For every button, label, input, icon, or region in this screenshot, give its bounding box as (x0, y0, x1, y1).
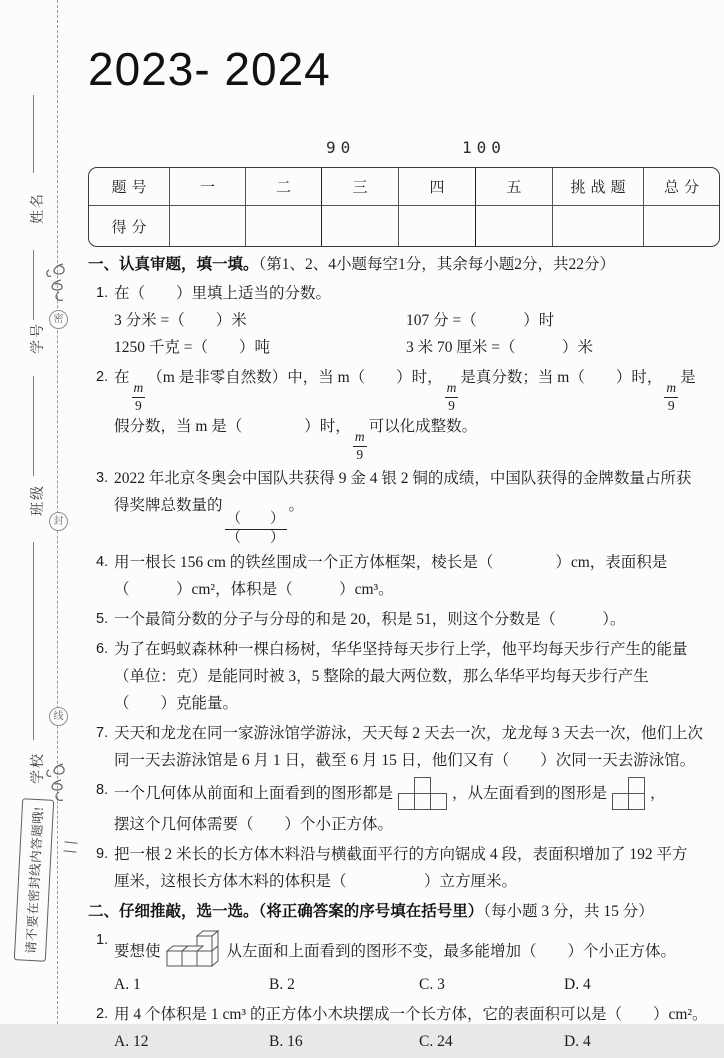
score-table-empty-cell (398, 205, 475, 246)
question-line (114, 465, 720, 492)
score-table-grid (89, 168, 719, 246)
question-text: 是真分数；当 m（ ）时， (460, 369, 663, 386)
question-item (88, 1001, 720, 1055)
lshape-figure (611, 777, 646, 811)
section-title: 一、认真审题，填一填。 (88, 256, 259, 273)
question-line (114, 549, 720, 576)
option-item: D. 4 (564, 976, 591, 994)
question-body (114, 636, 720, 717)
seal-char-mi: 密 (49, 310, 68, 329)
question-number: 6. (96, 641, 109, 658)
questions-area (88, 250, 720, 1058)
fill-blank-grid (114, 307, 720, 361)
question-line (114, 576, 720, 603)
question-text: 可以化成整数。 (368, 418, 478, 436)
fraction-denominator: 9 (135, 397, 142, 413)
fill-blank-item: 3 分米 =（ ）米 (114, 312, 247, 329)
score-table (88, 167, 720, 247)
question-number: 3. (96, 470, 109, 487)
section-score-note: （每小题 3 分，共 15 分） (483, 903, 654, 921)
fraction-numerator: （ ） (225, 511, 287, 530)
question-line (114, 720, 720, 747)
score-table-empty-cell (475, 205, 552, 246)
question-body (114, 465, 720, 546)
question-line (114, 690, 720, 717)
question-text: 假分数，当 m 是（ ）时， (114, 418, 351, 436)
question-body (114, 841, 720, 895)
question-item (88, 720, 720, 774)
question-text: 2022 年北京冬奥会中国队共获得 9 金 4 银 2 铜的成绩，中国队获得的金牌数量占所获 (114, 470, 692, 488)
fraction-denominator: 9 (448, 397, 455, 413)
fraction (132, 380, 146, 413)
fraction (445, 380, 459, 413)
question-text: 用 4 个体积是 1 cm³ 的正方体小木块摆成一个长方体，它的表面积可以是（ ）cm²。 (114, 1006, 708, 1024)
question-number: 1. (96, 932, 109, 949)
fraction (664, 380, 678, 413)
question-line (114, 663, 720, 690)
question-line (114, 777, 720, 811)
fraction (353, 429, 367, 462)
question-line (114, 492, 720, 546)
question-item (88, 465, 720, 546)
question-body (114, 777, 720, 838)
question-body (114, 280, 720, 361)
question-text: 同一天去游泳馆是 6 月 1 日，截至 6 月 15 日，他们又有（ ）次同一天去游泳馆。 (114, 752, 696, 770)
margin-field-school: 学校 (31, 752, 46, 784)
question-number: 4. (96, 554, 109, 571)
question-line (114, 364, 720, 413)
margin-field-class: 班级 (31, 484, 46, 516)
fraction-numerator: m (132, 380, 146, 398)
question-text: 在（ ）里填上适当的分数。 (114, 285, 332, 302)
question-text: ， (650, 785, 666, 803)
score-table-header-cell: 挑战题 (552, 168, 643, 205)
option-item: A. 12 (114, 1033, 149, 1051)
question-item (88, 777, 720, 838)
tshape-figure (397, 777, 448, 811)
question-text: 要想使 (114, 943, 161, 961)
question-number: 7. (96, 725, 109, 742)
question-item (88, 636, 720, 717)
question-body (114, 549, 720, 603)
section-score-note: （第1、2、4小题每空1分，其余每小题2分，共22分） (258, 256, 616, 273)
score-table-header-cell: 三 (321, 168, 398, 205)
question-number: 2. (96, 1006, 109, 1023)
question-item (88, 606, 720, 633)
fraction-denominator: 9 (356, 446, 364, 462)
score-table-empty-cell (643, 205, 719, 246)
fill-blank-item: 1250 千克 =（ ）吨 (114, 339, 270, 356)
score-mark-90: 90 (326, 138, 356, 157)
cubes-figure (165, 927, 223, 971)
question-text: （m 是非零自然数）中，当 m（ ）时， (147, 369, 443, 386)
question-item (88, 841, 720, 895)
question-line (114, 841, 720, 868)
margin-field-name: 姓名 (31, 192, 46, 224)
margin-write-line (33, 542, 34, 740)
margin-mark (64, 841, 78, 852)
question-text: 用一根长 156 cm 的铁丝围成一个正方体框架，棱长是（ ）cm，表面积是 (114, 554, 668, 572)
question-text: 在 (114, 369, 130, 386)
question-line (114, 811, 720, 838)
question-text: 厘米，这根长方体木料的体积是（ ）立方厘米。 (114, 873, 518, 891)
option-item: B. 2 (269, 976, 295, 994)
question-text: （单位：克）是能同时被 3，5 整除的最大两位数，那么华华平均每天步行产生 (114, 668, 649, 686)
score-table-empty-cell (245, 205, 321, 246)
score-table-header-cell: 题号 (111, 180, 152, 196)
fill-blank-item: 3 米 70 厘米 =（ ）米 (406, 339, 593, 356)
question-item (88, 549, 720, 603)
fraction-numerator: m (664, 380, 678, 398)
seal-note-wrapper (10, 800, 58, 960)
margin-write-line (33, 95, 34, 173)
question-text: 摆这个几何体需要（ ）个小正方体。 (114, 816, 394, 834)
score-table-header-cell: 四 (398, 168, 475, 205)
question-text: 天天和龙龙在同一家游泳馆学游泳，天天每 2 天去一次，龙龙每 3 天去一次，他们上次 (114, 725, 704, 743)
question-line (114, 747, 720, 774)
question-number: 9. (96, 846, 109, 863)
handwritten-scribble (43, 260, 73, 306)
question-item (88, 927, 720, 998)
option-item: C. 24 (419, 1033, 453, 1051)
score-table-empty-cell (321, 205, 398, 246)
question-body (114, 720, 720, 774)
question-item (88, 364, 720, 462)
score-table-score-label: 得分 (89, 205, 169, 246)
question-number: 2. (96, 369, 109, 385)
score-table-header-cell: 总分 (643, 168, 719, 205)
question-text: 是 (680, 369, 696, 386)
question-number: 5. (96, 611, 109, 628)
question-text: 为了在蚂蚁森林种一棵白杨树，华华坚持每天步行上学，他平均每天步行产生的能量 (114, 641, 688, 659)
fraction-denominator: 9 (667, 397, 675, 413)
fill-blank-item: 107 分 =（ ）时 (406, 312, 555, 329)
question-line (114, 927, 720, 971)
question-line (114, 413, 720, 462)
question-text: 一个几何体从前面和上面看到的图形都是 (114, 785, 394, 803)
options-row (114, 971, 720, 998)
question-number: 1. (96, 285, 109, 301)
question-text: 把一根 2 米长的长方体木料沿与横截面平行的方向锯成 4 段，表面积增加了 192 平方 (114, 846, 688, 864)
seal-char-xian: 线 (49, 707, 68, 726)
question-text: （ ）cm²，体积是（ ）cm³。 (114, 581, 394, 599)
option-item: A. 1 (114, 976, 141, 994)
question-text: 得奖牌总数量的 (114, 497, 223, 515)
question-line (114, 606, 720, 633)
question-number: 8. (96, 782, 109, 799)
question-item (88, 280, 720, 361)
question-line (114, 280, 720, 307)
question-body (114, 606, 720, 633)
score-table-header-cell: 一 (169, 168, 245, 205)
seal-char-feng: 封 (49, 512, 68, 531)
margin-write-line (33, 376, 34, 476)
option-item: B. 16 (269, 1033, 303, 1051)
question-text: （ ）克能量。 (114, 695, 239, 713)
question-text: 。 (288, 497, 305, 515)
fraction-numerator: m (353, 429, 367, 447)
question-body (114, 364, 720, 462)
fraction (225, 511, 287, 546)
score-mark-100: 100 (462, 138, 506, 157)
section-title: 二、仔细推敲，选一选。（将正确答案的序号填在括号里） (88, 903, 484, 921)
margin-field-student-id: 学号 (31, 322, 46, 354)
option-item: C. 3 (419, 976, 445, 994)
score-table-header-cell: 二 (245, 168, 321, 205)
seal-note: 请不要在密封线内答题哦! (14, 798, 54, 961)
options-row (114, 1028, 720, 1055)
page-title: 2023- 2024 (88, 43, 331, 95)
question-text: 从左面和上面看到的图形不变，最多能增加（ ）个小正方体。 (226, 943, 677, 961)
question-body (114, 927, 720, 998)
fraction-numerator: m (445, 380, 459, 398)
question-line (114, 1001, 720, 1028)
score-table-header-cell: 五 (475, 168, 552, 205)
fraction-denominator: （ ） (226, 529, 285, 546)
question-text: ，从左面看到的图形是 (452, 785, 608, 803)
section-heading (88, 251, 720, 278)
score-table-empty-cell (552, 205, 643, 246)
option-item: D. 4 (564, 1033, 591, 1051)
question-line (114, 868, 720, 895)
question-text: 一个最简分数的分子与分母的和是 20，积是 51，则这个分数是（ ）。 (114, 611, 626, 629)
question-line (114, 636, 720, 663)
section-heading (88, 898, 720, 925)
question-body (114, 1001, 720, 1055)
score-table-empty-cell (169, 205, 245, 246)
